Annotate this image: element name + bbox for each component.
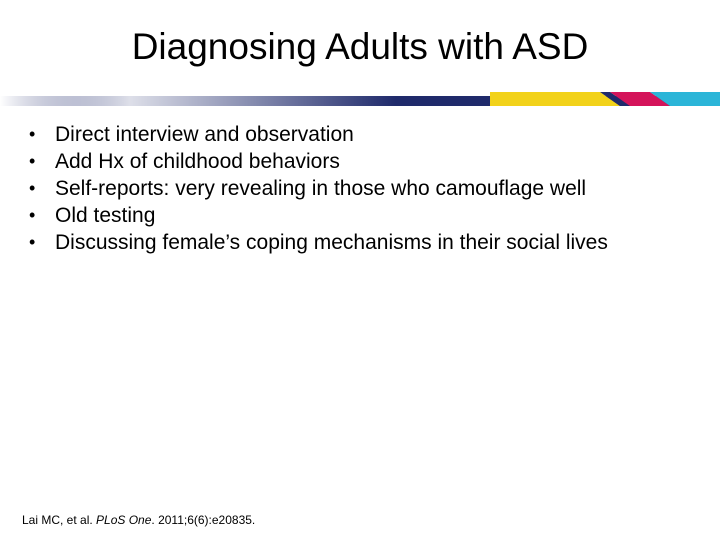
bullet-dot: • [29, 205, 36, 225]
bullet-dot: • [29, 178, 36, 198]
bullet-item [0, 229, 720, 256]
bullet-text: Old testing [55, 204, 156, 227]
slide-title: Diagnosing Adults with ASD [131, 26, 589, 67]
banner-yellow-shape [490, 92, 620, 106]
bullet-item [0, 202, 720, 229]
bullet-item [0, 175, 720, 202]
bullet-text: Add Hx of childhood behaviors [55, 150, 340, 173]
bullet-item [0, 148, 720, 175]
bullet-text: Self-reports: very revealing in those who camouflage well [55, 177, 587, 200]
bullet-text: Direct interview and observation [55, 123, 354, 146]
citation-details: . 2011;6(6):e20835. [151, 513, 256, 527]
bullet-item [0, 121, 720, 148]
bullet-list [0, 121, 720, 256]
bullet-dot: • [29, 232, 36, 252]
citation-journal: PLoS One [96, 513, 152, 527]
citation [22, 512, 255, 528]
bullet-text: Discussing female’s coping mechanisms in their social lives [55, 231, 608, 254]
bullet-dot: • [29, 124, 36, 144]
citation-authors: Lai MC, et al. [22, 513, 97, 527]
decorative-banner [0, 92, 720, 108]
bullet-dot: • [29, 151, 36, 171]
